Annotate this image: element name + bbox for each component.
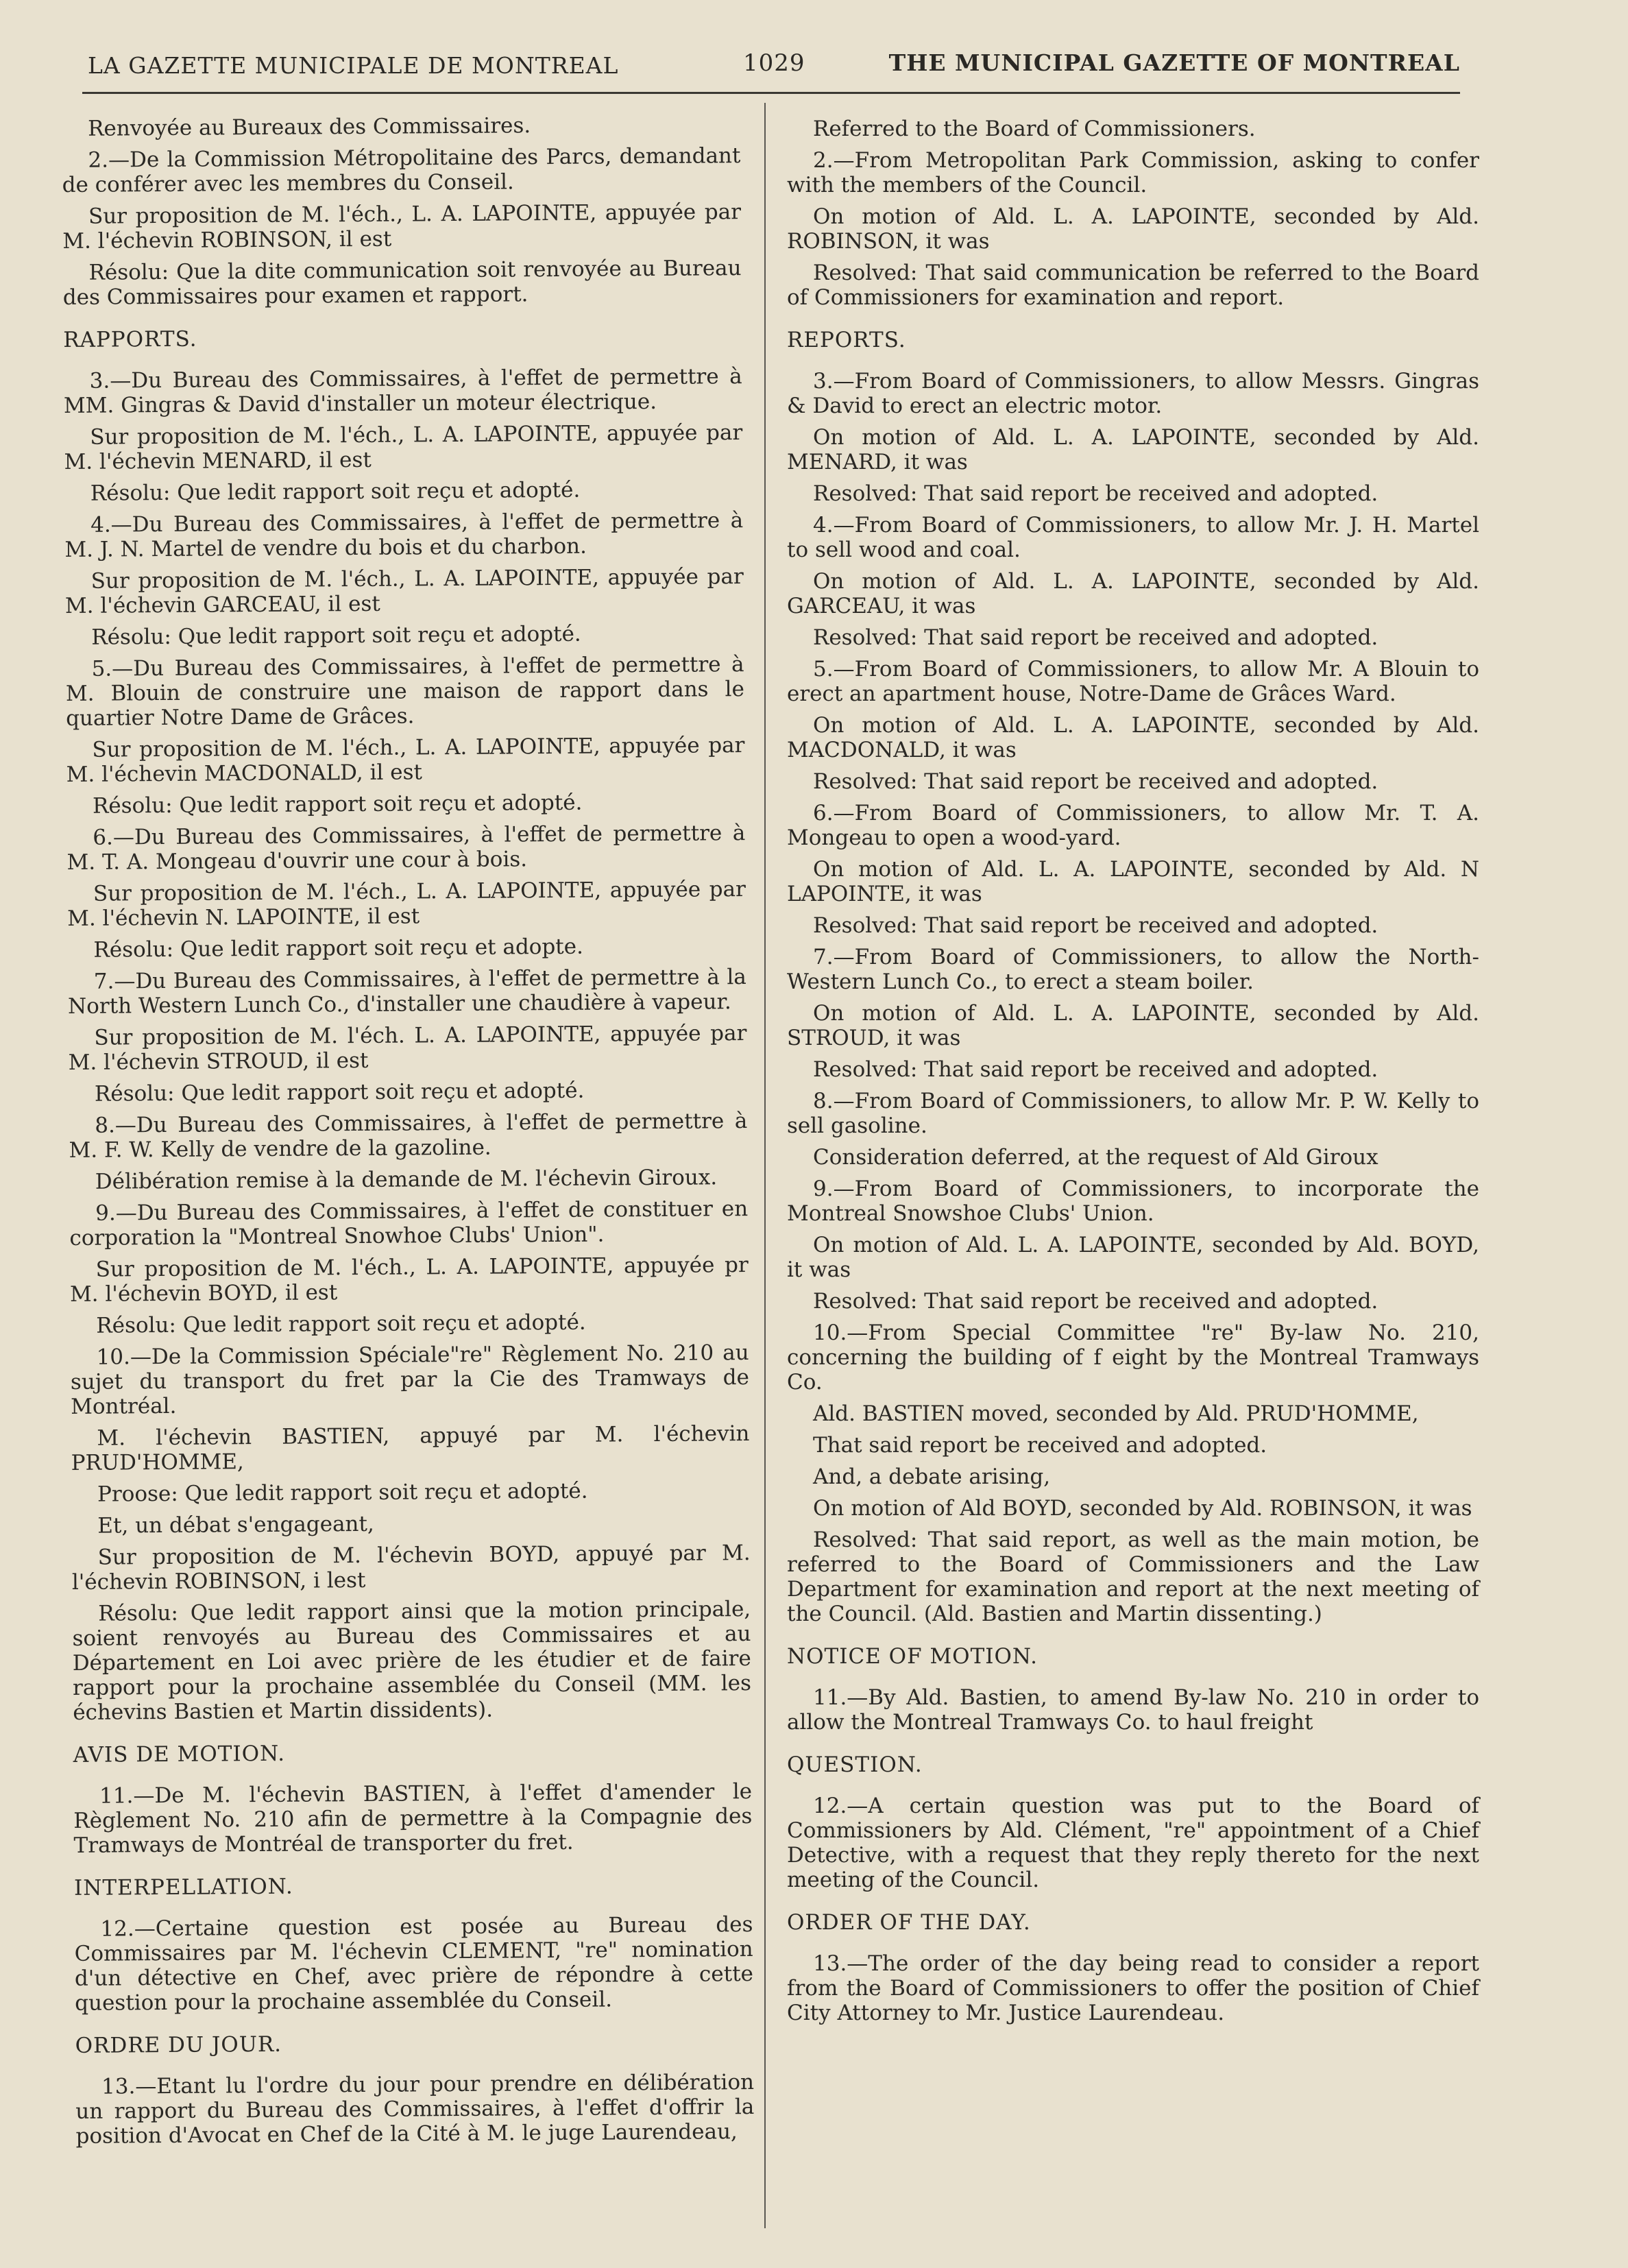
section-heading: ORDER OF THE DAY.: [787, 1910, 1031, 1935]
section-heading: NOTICE OF MOTION.: [787, 1644, 1038, 1669]
paragraph: 13.—The order of the day being read to consider a report from the Board of Commissioners to offer the position of Chief City Attorney to Mr. Justice Laurendeau.: [787, 1951, 1479, 2025]
paragraph: Referred to the Board of Commissioners.: [813, 117, 1256, 141]
paragraph: 7.—Du Bureau des Commissaires, à l'effet de permettre à la North Western Lunch Co., d'installer une chaudière à vapeur.: [67, 965, 746, 1019]
section-heading: AVIS DE MOTION.: [73, 1741, 286, 1768]
paragraph: On motion of Ald. L. A. LAPOINTE, seconded by Ald. BOYD, it was: [787, 1233, 1479, 1282]
paragraph: 2.—De la Commission Métropolitaine des Parcs, demandant de conférer avec les membres du Conseil.: [62, 143, 741, 197]
paragraph: Resolved: That said report be received and adopted.: [813, 769, 1378, 794]
paragraph: 8.—Du Bureau des Commissaires, à l'effet de permettre à M. F. W. Kelly de vendre de la gazoline.: [69, 1109, 748, 1163]
paragraph: 9.—From Board of Commissioners, to incorporate the Montreal Snowshoe Clubs' Union.: [787, 1177, 1479, 1226]
paragraph: And, a debate arising,: [813, 1464, 1051, 1489]
paragraph: M. l'échevin BASTIEN, appuyé par M. l'échevin PRUD'HOMME,: [71, 1421, 750, 1475]
paragraph: That said report be received and adopted.: [813, 1433, 1267, 1458]
paragraph: 5.—From Board of Commissioners, to allow Mr. A Blouin to erect an apartment house, Notre-Dame de Grâces Ward.: [787, 657, 1479, 706]
paragraph: Proose: Que ledit rapport soit reçu et adopté.: [97, 1478, 588, 1507]
paragraph: Sur proposition de M. l'éch., L. A. LAPOINTE, appuyée par M. l'échevin ROBINSON, il est: [62, 200, 742, 254]
section-heading: QUESTION.: [787, 1752, 923, 1777]
paragraph: 4.—Du Bureau des Commissaires, à l'effet de permettre à M. J. N. Martel de vendre du bois et du charbon.: [64, 508, 744, 562]
paragraph: Sur proposition de M. l'éch. L. A. LAPOINTE, appuyée par M. l'échevin STROUD, il est: [68, 1021, 747, 1075]
paragraph: On motion of Ald. L. A. LAPOINTE, seconded by Ald. STROUD, it was: [787, 1001, 1479, 1050]
paragraph: Ald. BASTIEN moved, seconded by Ald. PRUD'HOMME,: [813, 1401, 1419, 1426]
paragraph: Renvoyée au Bureaux des Commissaires.: [87, 113, 531, 141]
paragraph: Résolu: Que ledit rapport soit reçu et adopté.: [92, 790, 583, 819]
paragraph: Résolu: Que la dite communication soit renvoyée au Bureau des Commissaires pour examen et rapport.: [62, 256, 742, 310]
section-heading: REPORTS.: [787, 328, 906, 352]
paragraph: On motion of Ald. L. A. LAPOINTE, seconded by Ald. ROBINSON, it was: [787, 204, 1479, 254]
paragraph: Resolved: That said report be received and adopted.: [813, 913, 1378, 938]
paragraph: 7.—From Board of Commissioners, to allow the North-Western Lunch Co., to erect a steam boiler.: [787, 945, 1479, 994]
paragraph: Consideration deferred, at the request of Ald Giroux: [813, 1145, 1378, 1170]
paragraph: Resolved: That said report be received and adopted.: [813, 1057, 1378, 1082]
paragraph: On motion of Ald. L. A. LAPOINTE, seconded by Ald. GARCEAU, it was: [787, 569, 1479, 618]
paragraph: 10.—From Special Committee "re" By-law No. 210, concerning the building of f eight by the Montreal Tramways Co.: [787, 1320, 1479, 1395]
french-column: [62, 112, 755, 2156]
english-column: [787, 117, 1479, 2032]
paragraph: 6.—Du Bureau des Commissaires, à l'effet de permettre à M. T. A. Mongeau d'ouvrir une cour à bois.: [66, 821, 746, 875]
section-heading: RAPPORTS.: [63, 326, 197, 352]
paragraph: Et, un débat s'engageant,: [97, 1511, 374, 1539]
paragraph: On motion of Ald. L. A. LAPOINTE, seconded by Ald. MENARD, it was: [787, 425, 1479, 474]
paragraph: On motion of Ald. L. A. LAPOINTE, seconded by Ald. N LAPOINTE, it was: [787, 857, 1479, 906]
paragraph: 3.—Du Bureau des Commissaires, à l'effet de permettre à MM. Gingras & David d'installer un moteur électrique.: [63, 364, 742, 418]
header-english-title: THE MUNICIPAL GAZETTE OF MONTREAL: [888, 49, 1460, 76]
paragraph: Résolu: Que ledit rapport ainsi que la motion principale, soient renvoyés au Bureau des Commissaires et au Département en Loi avec prière de les étudier et de faire rapport pour la prochaine assemblée du Conseil (MM. les échevins Bastien et Martin dissidents).: [72, 1597, 752, 1725]
paragraph: 12.—A certain question was put to the Board of Commissioners by Ald. Clément, "re" appointment of a Chief Detective, with a request that they reply thereto for the next meeting of the Council.: [787, 1794, 1479, 1892]
paragraph: Résolu: Que ledit rapport soit reçu et adopte.: [93, 934, 584, 963]
paragraph: Sur proposition de M. l'éch., L. A. LAPOINTE, appuyée pr M. l'échevin BOYD, il est: [69, 1253, 749, 1307]
paragraph: Sur proposition de M. l'éch., L. A. LAPOINTE, appuyée par M. l'échevin MACDONALD, il est: [66, 733, 745, 787]
header-rule: [82, 92, 1460, 94]
paragraph: Sur proposition de M. l'éch., L. A. LAPOINTE, appuyée par M. l'échevin MENARD, il est: [64, 420, 743, 474]
column-divider: [764, 103, 766, 2228]
paragraph: Résolu: Que ledit rapport soit reçu et adopté.: [91, 621, 581, 650]
paragraph: 13.—Etant lu l'ordre du jour pour prendre en délibération un rapport du Bureau des Commissaires, à l'effet d'offrir la position d'Avocat en Chef de la Cité à M. le juge Laurendeau,: [75, 2070, 755, 2149]
paragraph: On motion of Ald. L. A. LAPOINTE, seconded by Ald. MACDONALD, it was: [787, 713, 1479, 762]
section-heading: INTERPELLATION.: [73, 1874, 293, 1901]
paragraph: 9.—Du Bureau des Commissaires, à l'effet de constituer en corporation la "Montreal Snowhoe Clubs' Union".: [69, 1196, 749, 1251]
page-header: [82, 43, 1460, 81]
page-number: 1029: [743, 49, 805, 77]
paragraph: Sur proposition de M. l'échevin BOYD, appuyé par M. l'échevin ROBINSON, i lest: [71, 1541, 751, 1595]
paragraph: Résolu: Que ledit rapport soit reçu et adopté.: [94, 1078, 585, 1107]
paragraph: 6.—From Board of Commissioners, to allow Mr. T. A. Mongeau to open a wood-yard.: [787, 801, 1479, 850]
paragraph: 4.—From Board of Commissioners, to allow Mr. J. H. Martel to sell wood and coal.: [787, 513, 1479, 562]
paragraph: Resolved: That said report be received and adopted.: [813, 1289, 1378, 1314]
paragraph: Sur proposition de M. l'éch., L. A. LAPOINTE, appuyée par M. l'échevin N. LAPOINTE, il est: [67, 877, 746, 931]
paragraph: 11.—By Ald. Bastien, to amend By-law No. 210 in order to allow the Montreal Tramways Co. to haul freight: [787, 1685, 1479, 1735]
paragraph: Résolu: Que ledit rapport soit reçu et adopté.: [90, 477, 581, 506]
paragraph: On motion of Ald BOYD, seconded by Ald. ROBINSON, it was: [813, 1496, 1472, 1521]
paragraph: 12.—Certaine question est posée au Bureau des Commissaires par M. l'échevin CLEMENT, "re" nomination d'un détective en Chef, avec prière de répondre à cette question pour la prochaine assemblée du Conseil.: [74, 1912, 754, 2016]
paragraph: Resolved: That said report be received and adopted.: [813, 481, 1378, 506]
paragraph: 10.—De la Commission Spéciale"re" Règlement No. 210 au sujet du transport du fret par la Cie des Tramways de Montréal.: [70, 1340, 749, 1419]
paragraph: 8.—From Board of Commissioners, to allow Mr. P. W. Kelly to sell gasoline.: [787, 1089, 1479, 1138]
paragraph: Délibération remise à la demande de M. l'échevin Giroux.: [95, 1165, 718, 1194]
paragraph: Resolved: That said report, as well as the main motion, be referred to the Board of Commissioners and the Law Department for examination and report at the next meeting of the Council. (Ald. Bastien and Martin dissenting.): [787, 1528, 1479, 1626]
header-french-title: LA GAZETTE MUNICIPALE DE MONTREAL: [88, 52, 619, 79]
paragraph: 3.—From Board of Commissioners, to allow Messrs. Gingras & David to erect an electric motor.: [787, 369, 1479, 418]
section-heading: ORDRE DU JOUR.: [75, 2031, 282, 2058]
paragraph: Résolu: Que ledit rapport soit reçu et adopté.: [96, 1310, 586, 1338]
paragraph: Sur proposition de M. l'éch., L. A. LAPOINTE, appuyée par M. l'échevin GARCEAU, il est: [64, 564, 744, 618]
paragraph: Resolved: That said communication be referred to the Board of Commissioners for examination and report.: [787, 261, 1479, 310]
paragraph: 5.—Du Bureau des Commissaires, à l'effet de permettre à M. Blouin de construire une maison de rapport dans le quartier Notre Dame de Grâces.: [65, 652, 744, 731]
paragraph: 11.—De M. l'échevin BASTIEN, à l'effet d'amender le Règlement No. 210 afin de permettre à la Compagnie des Tramways de Montréal de transporter du fret.: [73, 1779, 753, 1858]
paragraph: 2.—From Metropolitan Park Commission, asking to confer with the members of the Council.: [787, 148, 1479, 197]
paragraph: Resolved: That said report be received and adopted.: [813, 625, 1378, 650]
